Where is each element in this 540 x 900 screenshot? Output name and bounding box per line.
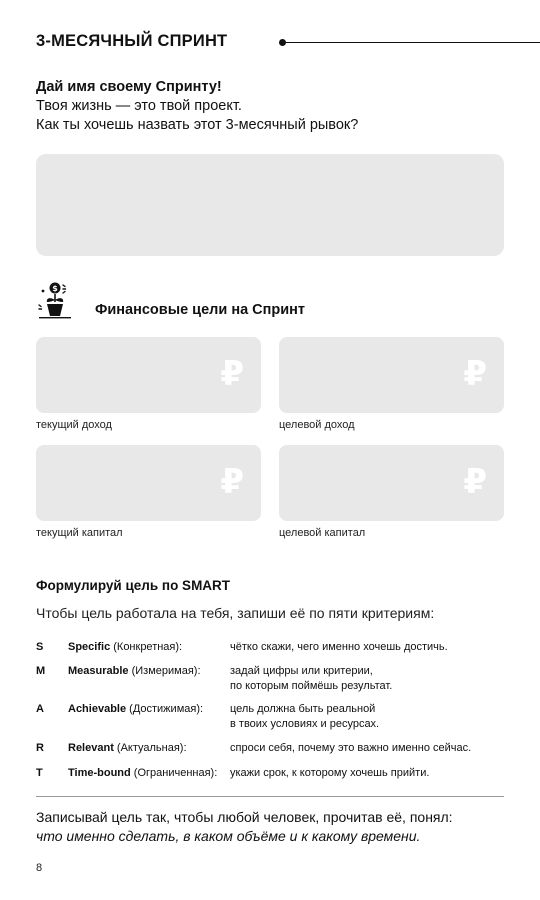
page-number: 8 bbox=[36, 862, 43, 874]
ruble-icon: ₽ bbox=[463, 463, 487, 501]
smart-letter: M bbox=[36, 665, 46, 677]
current-capital-label: текущий капитал bbox=[36, 527, 123, 539]
smart-letter: A bbox=[36, 703, 44, 715]
header-rule bbox=[285, 42, 540, 43]
target-income-label: целевой доход bbox=[279, 419, 355, 431]
intro-text-line-2: Как ты хочешь назвать этот 3-месячный рывок? bbox=[36, 117, 359, 133]
target-capital-field[interactable] bbox=[279, 445, 504, 521]
sprint-name-intro bbox=[36, 78, 506, 135]
smart-description: укажи срок, к которому хочешь прийти. bbox=[230, 767, 430, 779]
money-plant-icon bbox=[36, 280, 76, 320]
smart-term: Specific (Конкретная): bbox=[68, 641, 183, 653]
target-capital-label: целевой капитал bbox=[279, 527, 366, 539]
footer-note bbox=[36, 808, 506, 846]
svg-text:$: $ bbox=[52, 284, 58, 293]
smart-description: цель должна быть реальной в твоих условиях и ресурсах. bbox=[230, 703, 380, 730]
current-income-label: текущий доход bbox=[36, 419, 112, 431]
sprint-name-input-box[interactable] bbox=[36, 154, 504, 256]
sprint-name-heading: Дай имя своему Спринту! bbox=[36, 79, 222, 95]
smart-letter: T bbox=[36, 767, 43, 779]
page-title: 3-МЕСЯЧНЫЙ СПРИНТ bbox=[36, 32, 228, 50]
smart-description: чётко скажи, чего именно хочешь достичь. bbox=[230, 641, 448, 653]
target-income-field[interactable] bbox=[279, 337, 504, 413]
smart-term: Achievable (Достижимая): bbox=[68, 703, 204, 715]
smart-description: задай цифры или критерии, по которым поймёшь результат. bbox=[230, 665, 393, 692]
section-divider bbox=[36, 796, 504, 797]
ruble-icon: ₽ bbox=[220, 463, 244, 501]
smart-letter: R bbox=[36, 742, 44, 754]
footer-note-line-2: что именно сделать, в каком объёме и к какому времени. bbox=[36, 828, 421, 844]
smart-letter: S bbox=[36, 641, 44, 653]
smart-intro-text: Чтобы цель работала на тебя, запиши её по пяти критериям: bbox=[36, 605, 435, 621]
ruble-icon: ₽ bbox=[220, 355, 244, 393]
footer-note-line-1: Записывай цель так, чтобы любой человек, прочитав её, понял: bbox=[36, 809, 453, 825]
page-header bbox=[36, 30, 540, 54]
ruble-icon: ₽ bbox=[463, 355, 487, 393]
current-capital-field[interactable] bbox=[36, 445, 261, 521]
finance-section-title: Финансовые цели на Спринт bbox=[95, 302, 306, 318]
current-income-field[interactable] bbox=[36, 337, 261, 413]
smart-section-title: Формулируй цель по SMART bbox=[36, 578, 231, 593]
smart-term: Relevant (Актуальная): bbox=[68, 742, 187, 754]
smart-term: Measurable (Измеримая): bbox=[68, 665, 201, 677]
smart-description: спроси себя, почему это важно именно сейчас. bbox=[230, 742, 472, 754]
intro-text-line-1: Твоя жизнь — это твой проект. bbox=[36, 98, 242, 114]
smart-term: Time-bound (Ограниченная): bbox=[68, 767, 218, 779]
